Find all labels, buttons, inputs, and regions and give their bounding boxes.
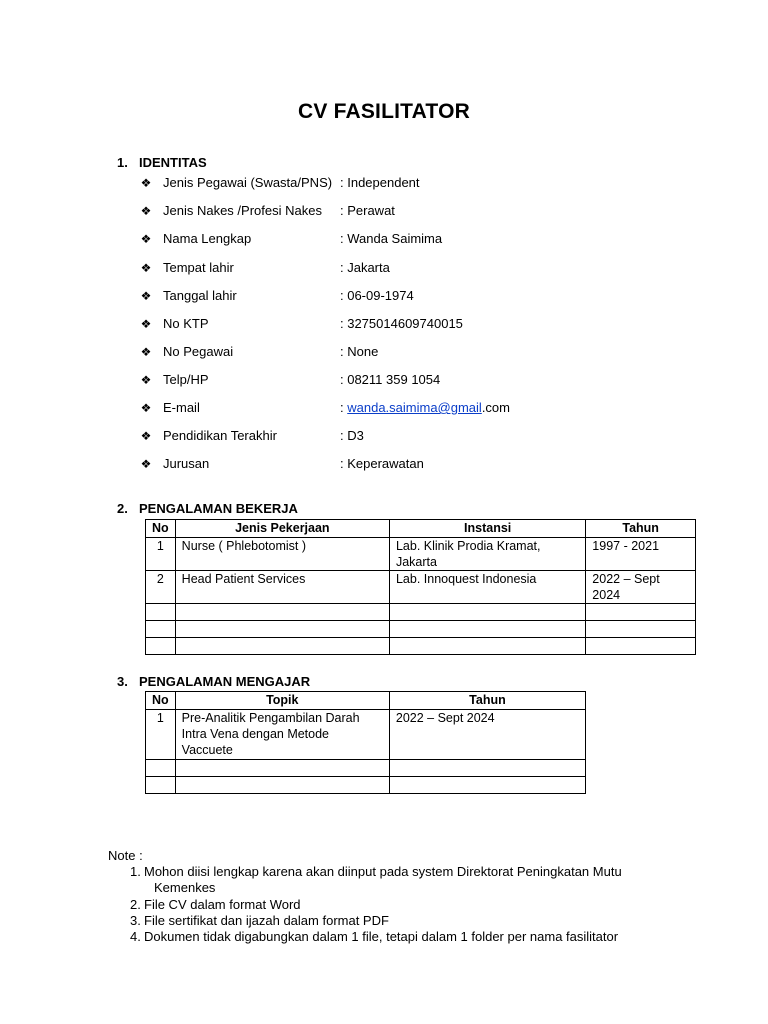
- email-link[interactable]: wanda.saimima@gmail: [347, 400, 482, 415]
- table-cell: [586, 621, 696, 638]
- table-cell: Head Patient Services: [175, 571, 389, 604]
- note-title: Note :: [108, 848, 143, 863]
- table-cell: [175, 621, 389, 638]
- identity-value: : Wanda Saimima: [340, 231, 443, 246]
- section-title: PENGALAMAN MENGAJAR: [139, 674, 311, 689]
- identity-label: E-mail: [163, 400, 200, 415]
- table-cell: 2: [146, 571, 176, 604]
- note-number: 4.: [130, 929, 141, 944]
- diamond-bullet-icon: ❖: [140, 457, 152, 471]
- table-cell: [389, 638, 585, 655]
- table-row: [146, 621, 696, 638]
- diamond-bullet-icon: ❖: [140, 204, 152, 218]
- teaching-experience-table: [145, 691, 586, 794]
- identity-label: Tanggal lahir: [163, 288, 237, 303]
- table-cell: [389, 760, 585, 777]
- note-number: 3.: [130, 913, 141, 928]
- table-cell: [175, 638, 389, 655]
- column-header: Instansi: [389, 520, 585, 538]
- table-cell: 1997 - 2021: [586, 538, 696, 571]
- diamond-bullet-icon: ❖: [140, 261, 152, 275]
- identity-value: : Jakarta: [340, 260, 390, 275]
- identity-label: Pendidikan Terakhir: [163, 428, 277, 443]
- table-cell: Lab. Klinik Prodia Kramat, Jakarta: [389, 538, 585, 571]
- section-number: 1.: [117, 155, 128, 170]
- identity-label: No Pegawai: [163, 344, 234, 359]
- note-text-continued: Kemenkes: [154, 880, 216, 895]
- identity-value: : Independent: [340, 175, 420, 190]
- column-header: Tahun: [586, 520, 696, 538]
- table-cell: 1: [146, 538, 176, 571]
- diamond-bullet-icon: ❖: [140, 232, 152, 246]
- note-number: 1.: [130, 864, 141, 879]
- note-number: 2.: [130, 897, 141, 912]
- table-cell: [389, 777, 585, 794]
- identity-value: : Perawat: [340, 203, 395, 218]
- table-cell: [146, 760, 176, 777]
- diamond-bullet-icon: ❖: [140, 373, 152, 387]
- column-header: No: [146, 520, 176, 538]
- table-cell: [146, 604, 176, 621]
- column-header: Tahun: [389, 692, 585, 710]
- table-cell: [586, 638, 696, 655]
- diamond-bullet-icon: ❖: [140, 345, 152, 359]
- column-header: Jenis Pekerjaan: [175, 520, 389, 538]
- table-cell: 1: [146, 710, 176, 760]
- document-title: CV FASILITATOR: [298, 100, 470, 123]
- identity-value: : 3275014609740015: [340, 316, 463, 331]
- section-number: 2.: [117, 501, 128, 516]
- table-cell: Pre-Analitik Pengambilan Darah Intra Vena dengan Metode Vaccuete: [175, 710, 389, 760]
- note-text: Dokumen tidak digabungkan dalam 1 file, tetapi dalam 1 folder per nama fasilitator: [144, 929, 619, 944]
- note-text: File sertifikat dan ijazah dalam format PDF: [144, 913, 389, 928]
- table-cell: Nurse ( Phlebotomist ): [175, 538, 389, 571]
- identity-value: : 06-09-1974: [340, 288, 414, 303]
- table-row: [146, 760, 586, 777]
- identity-label: No KTP: [163, 316, 209, 331]
- work-experience-table: [145, 519, 696, 655]
- diamond-bullet-icon: ❖: [140, 317, 152, 331]
- identity-label: Jenis Nakes /Profesi Nakes: [163, 203, 322, 218]
- identity-label: Telp/HP: [163, 372, 209, 387]
- table-cell: [175, 777, 389, 794]
- table-cell: [146, 621, 176, 638]
- diamond-bullet-icon: ❖: [140, 401, 152, 415]
- identity-value: : D3: [340, 428, 364, 443]
- identity-label: Jurusan: [163, 456, 210, 471]
- table-cell: [146, 638, 176, 655]
- identity-label: Jenis Pegawai (Swasta/PNS): [163, 175, 333, 190]
- table-cell: [175, 604, 389, 621]
- table-cell: 2022 – Sept 2024: [586, 571, 696, 604]
- table-row: [146, 710, 586, 760]
- table-row: [146, 538, 696, 571]
- table-cell: [389, 604, 585, 621]
- note-item: [130, 913, 389, 929]
- table-cell: [389, 621, 585, 638]
- table-cell: [146, 777, 176, 794]
- note-item: [130, 929, 618, 945]
- identity-value: : None: [340, 344, 379, 359]
- column-header: Topik: [175, 692, 389, 710]
- table-row: [146, 777, 586, 794]
- table-cell: 2022 – Sept 2024: [389, 710, 585, 760]
- table-row: [146, 604, 696, 621]
- diamond-bullet-icon: ❖: [140, 176, 152, 190]
- section-title: IDENTITAS: [139, 155, 207, 170]
- note-text: File CV dalam format Word: [144, 897, 301, 912]
- table-row: [146, 638, 696, 655]
- diamond-bullet-icon: ❖: [140, 289, 152, 303]
- identity-value: : wanda.saimima@gmail.com: [340, 400, 510, 415]
- column-header: No: [146, 692, 176, 710]
- table-row: [146, 571, 696, 604]
- note-text: Mohon diisi lengkap karena akan diinput pada system Direktorat Peningkatan Mutu: [144, 864, 622, 879]
- table-cell: [175, 760, 389, 777]
- identity-label: Tempat lahir: [163, 260, 234, 275]
- identity-label: Nama Lengkap: [163, 231, 252, 246]
- table-cell: Lab. Innoquest Indonesia: [389, 571, 585, 604]
- section-pengalaman-bekerja-heading: [117, 501, 298, 516]
- note-item: [130, 864, 622, 896]
- identity-value: : 08211 359 1054: [340, 372, 441, 387]
- table-cell: [586, 604, 696, 621]
- section-pengalaman-mengajar-heading: [117, 674, 310, 689]
- section-identitas-heading: [117, 155, 207, 170]
- identity-value: : Keperawatan: [340, 456, 424, 471]
- note-item: [130, 897, 301, 913]
- diamond-bullet-icon: ❖: [140, 429, 152, 443]
- section-number: 3.: [117, 674, 128, 689]
- section-title: PENGALAMAN BEKERJA: [139, 501, 298, 516]
